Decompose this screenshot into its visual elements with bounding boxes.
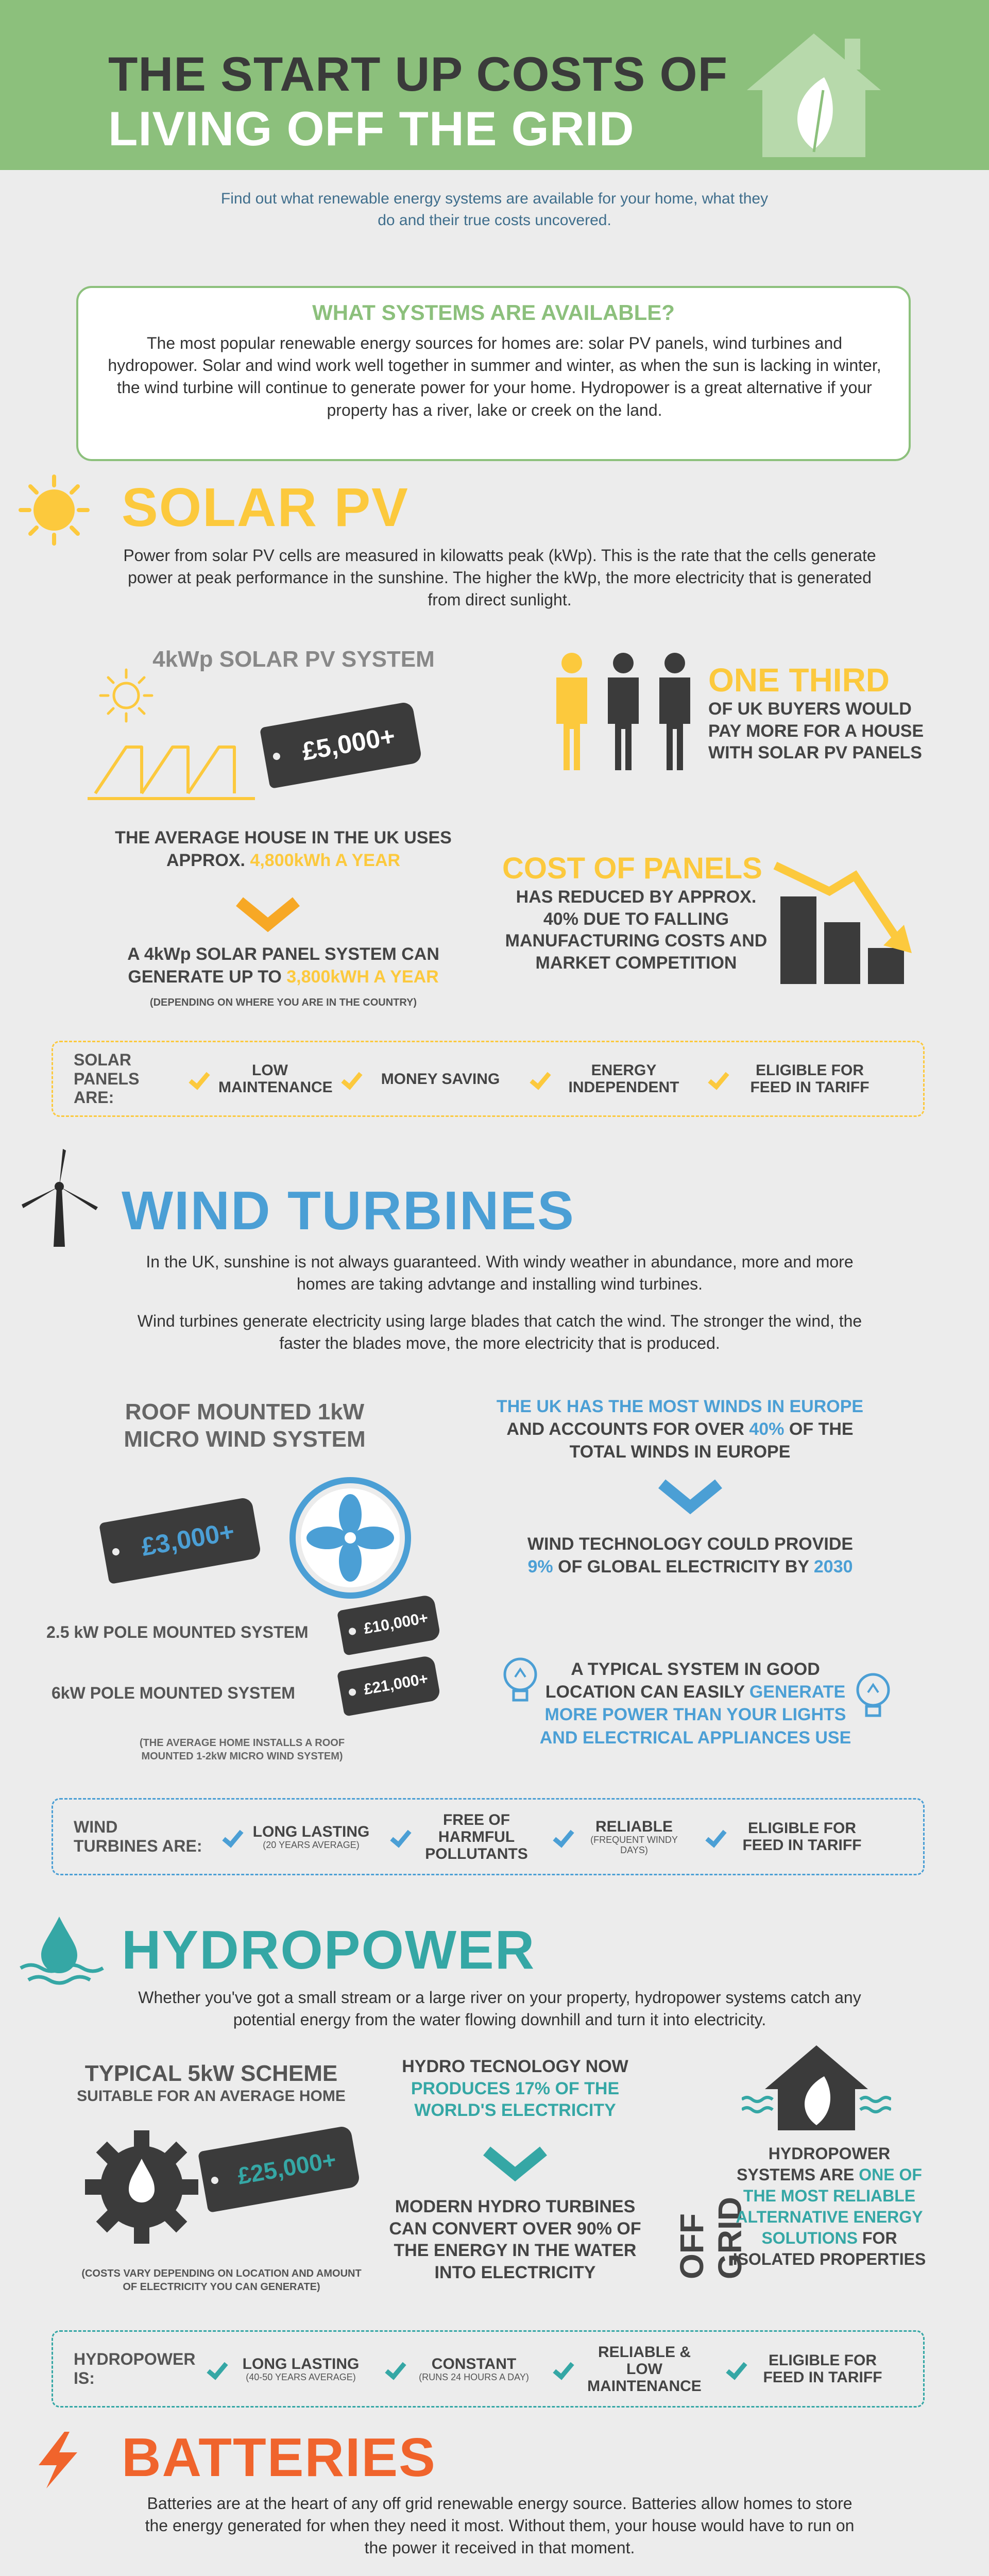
typical-system-text bbox=[536, 1658, 855, 1749]
hydro-benefits-row bbox=[52, 2330, 925, 2408]
off-grid-c: FOR ISOLATED PROPERTIES bbox=[732, 2228, 926, 2268]
wind-benefit-label: FREE OF HARMFUL POLLUTANTS bbox=[425, 1811, 528, 1862]
roof-wind-label: ROOF MOUNTED 1kW MICRO WIND SYSTEM bbox=[124, 1399, 366, 1452]
water-drop-icon bbox=[13, 1914, 106, 1991]
check-icon bbox=[390, 1825, 411, 1848]
hydro-cost-note: (COSTS VARY DEPENDING ON LOCATION AND AMOUNT OF ELECTRICITY YOU CAN GENERATE) bbox=[81, 2268, 362, 2293]
uk-winds-c: 40% bbox=[749, 1419, 785, 1439]
solar-benefit bbox=[709, 1062, 882, 1096]
one-third-title: ONE THIRD bbox=[708, 662, 890, 699]
page-title-line1: THE START UP COSTS OF bbox=[108, 47, 728, 101]
solar-benefit bbox=[342, 1071, 510, 1088]
off-grid-b: ONE OF THE MOST RELIABLE ALTERNATIVE ENERGY SOLUTIONS bbox=[736, 2165, 923, 2247]
wind-tech-c: OF GLOBAL ELECTRICITY BY bbox=[558, 1557, 809, 1577]
cost-panels-text: HAS REDUCED BY APPROX. 40% DUE TO FALLING MANUFACTURING COSTS AND MARKET COMPETITION bbox=[505, 887, 768, 973]
solar-price-tag: £5,000+ bbox=[260, 701, 422, 789]
generate-note: (DEPENDING ON WHERE YOU ARE IN THE COUNTRY) bbox=[149, 997, 417, 1008]
check-icon bbox=[530, 1067, 551, 1090]
hydro-benefit-text bbox=[236, 2355, 365, 2383]
scheme-sub: SUITABLE FOR AN AVERAGE HOME bbox=[77, 2088, 346, 2105]
generate-text bbox=[82, 943, 484, 988]
off-grid-vertical: OFF GRID bbox=[673, 2197, 748, 2279]
wind-benefit bbox=[554, 1818, 686, 1856]
uk-winds-text bbox=[484, 1395, 876, 1464]
wind-tech-text bbox=[510, 1533, 871, 1578]
wind-benefit-label: ELIGIBLE FOR FEED IN TARIFF bbox=[742, 1820, 862, 1854]
check-icon bbox=[553, 2358, 574, 2380]
systems-heading: WHAT SYSTEMS ARE AVAILABLE? bbox=[312, 300, 675, 325]
hydro-benefit-label: ELIGIBLE FOR FEED IN TARIFF bbox=[763, 2352, 882, 2386]
check-icon bbox=[726, 2358, 747, 2380]
people-icon bbox=[549, 652, 703, 775]
avg-house-text bbox=[82, 826, 484, 872]
wind-benefit-sub: (20 YEARS AVERAGE) bbox=[263, 1839, 360, 1850]
typical-a: A TYPICAL SYSTEM IN GOOD LOCATION CAN EASILY bbox=[545, 1659, 820, 1702]
off-grid-text bbox=[731, 2143, 927, 2270]
wind-benefit bbox=[223, 1823, 370, 1851]
house-leaf-icon bbox=[742, 28, 886, 162]
hydro-benefit-label: LONG LASTING bbox=[242, 2355, 360, 2372]
wind-benefit-text bbox=[252, 1823, 370, 1851]
off-grid-a: HYDROPOWER SYSTEMS ARE bbox=[737, 2144, 891, 2184]
water-wheel-icon bbox=[77, 2123, 206, 2251]
roof-wind-price-tag: £3,000+ bbox=[99, 1497, 262, 1584]
hydro-benefit-label: RELIABLE & LOW MAINTENANCE bbox=[587, 2343, 702, 2395]
solar-system-label: 4kWp SOLAR PV SYSTEM bbox=[152, 647, 435, 672]
lightbulb-icon bbox=[850, 1669, 896, 1726]
lightning-icon bbox=[28, 2429, 85, 2491]
pole2-price-tag: £21,000+ bbox=[337, 1655, 441, 1717]
wind-benefit bbox=[391, 1811, 533, 1862]
batteries-intro: Batteries are at the heart of any off grid renewable energy source. Batteries allow homes to store the energy generated for when they need it most. Without them, your house would have to run on the power it received in that moment. bbox=[145, 2494, 855, 2557]
wind-row-label: WIND TURBINES ARE: bbox=[74, 1818, 202, 1855]
hydro-benefit-sub: (RUNS 24 HOURS A DAY) bbox=[419, 2371, 529, 2382]
solar-benefit-label: ELIGIBLE FOR FEED IN TARIFF bbox=[750, 1062, 869, 1096]
hydro-benefit bbox=[554, 2344, 706, 2395]
hydro-tech-text bbox=[384, 2056, 646, 2122]
wind-benefit bbox=[706, 1820, 869, 1854]
pole1-label: 2.5 kW POLE MOUNTED SYSTEM bbox=[46, 1623, 309, 1641]
uk-winds-d: OF THE TOTAL WINDS IN EUROPE bbox=[569, 1419, 854, 1462]
generate-a: A 4kWp SOLAR PANEL SYSTEM CAN GENERATE UP TO bbox=[127, 944, 439, 987]
batteries-title: BATTERIES bbox=[122, 2427, 436, 2488]
solar-panels-icon bbox=[85, 726, 260, 804]
avg-house-b: 4,800kWh A YEAR bbox=[250, 851, 401, 871]
chevron-down-icon bbox=[234, 896, 301, 933]
wind-benefit-sub: (FREQUENT WINDY DAYS) bbox=[590, 1834, 678, 1855]
hydro-benefit bbox=[208, 2355, 365, 2383]
check-icon bbox=[207, 2358, 228, 2380]
check-icon bbox=[708, 1067, 729, 1090]
pole2-label: 6kW POLE MOUNTED SYSTEM bbox=[52, 1684, 295, 1702]
check-icon bbox=[189, 1067, 210, 1090]
hydro-benefit-text bbox=[756, 2352, 890, 2386]
solar-benefit-label: LOW MAINTENANCE bbox=[218, 1062, 333, 1096]
hydro-price-tag: £25,000+ bbox=[198, 2125, 361, 2213]
systems-body: The most popular renewable energy sources for homes are: solar PV panels, wind turbines and hydropower. Solar and wind work well together in summer and winter, as when the sun is lacking in winter, the wind turbine will continue to generate power for your home. Hydropower is a great alternative if your property has a river, lake or creek on the land. bbox=[108, 334, 881, 419]
wind-intro-2: Wind turbines generate electricity using large blades that catch the wind. The stronger the wind, the faster the blades move, the more electricity that is produced. bbox=[137, 1312, 862, 1353]
small-sun-icon bbox=[98, 667, 155, 724]
header-subtitle: Find out what renewable energy systems are available for your home, what they do and their true costs uncovered. bbox=[220, 190, 769, 229]
solar-benefit bbox=[531, 1062, 688, 1096]
wind-intro-1: In the UK, sunshine is not always guaranteed. With windy weather in abundance, more and more homes are taking advtange and installing wind turbines. bbox=[146, 1252, 854, 1294]
hydro-benefit-text bbox=[583, 2344, 706, 2395]
chevron-down-icon bbox=[482, 2146, 549, 2182]
check-icon bbox=[705, 1825, 726, 1848]
hydro-benefit-label: CONSTANT bbox=[431, 2355, 517, 2372]
hydro-row-label: HYDROPOWER IS: bbox=[74, 2350, 196, 2387]
solar-title: SOLAR PV bbox=[122, 477, 409, 538]
hydro-tech-a: HYDRO TECNOLOGY NOW bbox=[402, 2057, 628, 2076]
falling-cost-chart-icon bbox=[773, 855, 922, 989]
wind-title: WIND TURBINES bbox=[122, 1180, 575, 1241]
avg-house-a: THE AVERAGE HOUSE IN THE UK USES APPROX. bbox=[115, 828, 452, 871]
generate-b: 3,800kWH A YEAR bbox=[286, 967, 439, 987]
hydro-intro: Whether you've got a small stream or a large river on your property, hydropower systems catch any potential energy from the water flowing downhill and turn it into electricity. bbox=[138, 1988, 861, 2029]
hydro-benefit bbox=[727, 2352, 890, 2386]
wind-benefits-row bbox=[52, 1798, 925, 1875]
wind-turbine-icon bbox=[15, 1146, 103, 1249]
wind-benefit-label: LONG LASTING bbox=[252, 1823, 370, 1840]
wind-benefit-text bbox=[583, 1818, 686, 1856]
fan-icon bbox=[286, 1473, 415, 1602]
cost-panels-title: COST OF PANELS bbox=[502, 852, 762, 885]
wind-benefit-text bbox=[420, 1811, 533, 1862]
check-icon bbox=[553, 1825, 574, 1848]
uk-winds-b: AND ACCOUNTS FOR OVER bbox=[506, 1419, 744, 1439]
hydro-title: HYDROPOWER bbox=[122, 1920, 536, 1980]
wind-tech-a: WIND TECHNOLOGY COULD PROVIDE bbox=[527, 1534, 854, 1554]
solar-benefit-label: MONEY SAVING bbox=[381, 1070, 500, 1088]
typical-b: GENERATE MORE POWER THAN YOUR bbox=[544, 1682, 846, 1725]
house-water-icon bbox=[742, 2043, 891, 2136]
solar-benefit-label: ENERGY INDEPENDENT bbox=[568, 1062, 679, 1096]
hydro-benefit bbox=[386, 2355, 533, 2383]
modern-turbines-text: MODERN HYDRO TURBINES CAN CONVERT OVER 90% OF THE ENERGY IN THE WATER INTO ELECTRICITY bbox=[389, 2197, 641, 2282]
wind-benefit-text bbox=[735, 1820, 869, 1854]
pole1-price-tag: £10,000+ bbox=[337, 1594, 441, 1656]
hydro-benefit-text bbox=[415, 2355, 533, 2383]
solar-benefit bbox=[190, 1062, 333, 1096]
solar-row-label: SOLAR PANELS ARE: bbox=[74, 1050, 140, 1107]
hydro-benefit-sub: (40-50 YEARS AVERAGE) bbox=[246, 2371, 356, 2382]
hydro-tech-b: PRODUCES 17% OF THE WORLD'S ELECTRICITY bbox=[411, 2078, 620, 2120]
scheme-title: TYPICAL 5kW SCHEME bbox=[84, 2061, 338, 2086]
solar-intro: Power from solar PV cells are measured in kilowatts peak (kWp). This is the rate that the cells generate power at peak performance in the sunshine. The higher the kWp, the more electricity that is generated from direct sunlight. bbox=[123, 546, 876, 609]
uk-winds-a: THE UK HAS THE MOST WINDS IN EUROPE bbox=[496, 1397, 864, 1416]
check-icon bbox=[222, 1825, 243, 1848]
solar-benefits-row bbox=[52, 1041, 925, 1117]
wind-tech-b: 9% bbox=[527, 1557, 553, 1577]
check-icon bbox=[341, 1067, 362, 1090]
wind-tech-d: 2030 bbox=[813, 1557, 853, 1577]
page-title-line2: LIVING OFF THE GRID bbox=[108, 101, 635, 156]
one-third-text: OF UK BUYERS WOULD PAY MORE FOR A HOUSE WITH SOLAR PV PANELS bbox=[708, 699, 924, 762]
wind-benefit-label: RELIABLE bbox=[595, 1818, 673, 1835]
check-icon bbox=[385, 2358, 406, 2380]
sun-icon bbox=[18, 474, 90, 546]
typical-c: LIGHTS AND ELECTRICAL APPLIANCES USE bbox=[539, 1705, 851, 1748]
avg-wind-note: (THE AVERAGE HOME INSTALLS A ROOF MOUNTED 1-2kW MICRO WIND SYSTEM) bbox=[139, 1737, 345, 1762]
chevron-down-icon bbox=[657, 1479, 724, 1515]
